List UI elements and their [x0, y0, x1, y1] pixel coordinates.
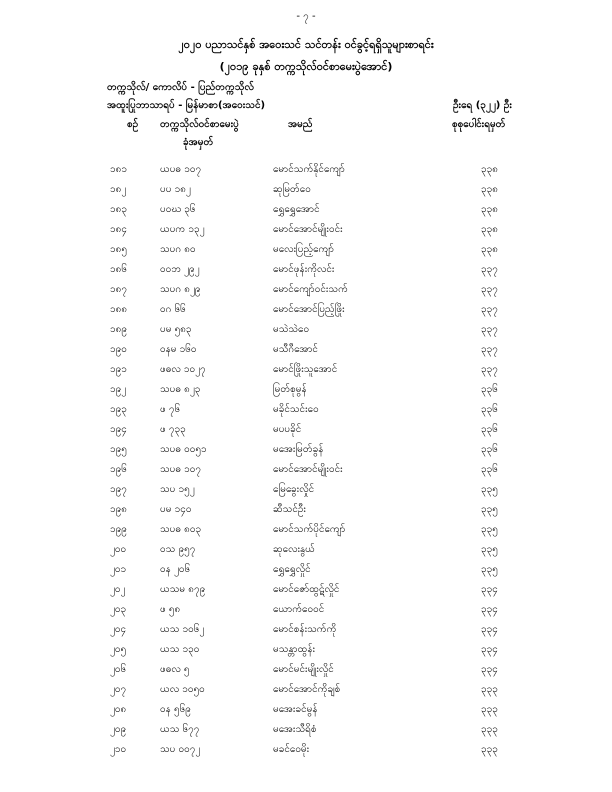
table-row [0, 623, 612, 643]
student-name: မောင်ဇော်ထွဋ်လှိုင် [273, 584, 340, 595]
table-row [0, 223, 612, 243]
row-number: ၁၈၈ [110, 304, 128, 315]
row-number: ၁၉၇ [110, 484, 127, 495]
column-header-roll-line2: ခုံအမှတ် [183, 137, 214, 148]
table-row [0, 403, 612, 423]
total-score: ၃၃၅ [481, 504, 498, 515]
roll-number: ယသ ၁၃၀ [160, 644, 200, 655]
student-name: မောင်အောင်မျိုးဝင်း [273, 224, 343, 235]
student-name: မောင်အောင်ကိုချစ် [273, 684, 341, 695]
student-name: မလေးပြည့်ကျော် [273, 244, 335, 255]
roll-number: သပ ၀၀၇၂ [160, 744, 201, 755]
roll-number: ပပ ၁၈၂ [160, 184, 191, 195]
roll-number: ယသ ၁၀၆၂ [160, 624, 205, 635]
column-header-roll: တက္ကသိုလ်ဝင်စာမေးပွဲ [160, 119, 239, 130]
row-number: ၁၉၈ [110, 504, 127, 515]
row-number: ၂၀၉ [110, 724, 127, 735]
document-title: ၂၀၂၀ ပညာသင်နှစ် အဝေးသင် သင်တန်း ဝင်ခွင့်ရရှိသူများစာရင်း [178, 38, 434, 51]
university-line: တက္ကသိုလ်/ ကောလိပ် - ပြည်တက္ကသိုလ် [107, 82, 254, 93]
total-score: ၃၃၆ [481, 464, 498, 475]
roll-number: ဝဝဘ ၂၉၂ [160, 264, 200, 275]
table-row [0, 603, 612, 623]
row-number: ၁၈၉ [110, 324, 127, 335]
roll-number: ဝဂ ၆၆ [160, 304, 186, 315]
student-name: မသန္တာထွန်း [273, 644, 316, 655]
roll-number: ဖဓလ ၅ [160, 664, 190, 675]
row-number: ၂၀၄ [110, 624, 127, 635]
table-row [0, 723, 612, 743]
roll-number: ဖ ၅၈ [160, 604, 181, 615]
student-name: မပပခိုင် [273, 424, 302, 435]
student-name: မြတ်စုမွန် [273, 384, 307, 395]
total-score: ၃၃၇ [481, 264, 498, 275]
table-row [0, 463, 612, 483]
row-number: ၂၀၅ [110, 644, 127, 655]
student-name: မောင်ဖုန်းကိုလင်း [273, 264, 335, 275]
roll-number: ဝန ၅၆၉ [160, 704, 191, 715]
roll-number: ယလ ၁၀၅၀ [160, 684, 205, 695]
total-score: ၃၃၈ [481, 224, 498, 235]
total-score: ၃၃၄ [481, 644, 498, 655]
table-row [0, 663, 612, 683]
row-number: ၁၈၁ [110, 164, 127, 175]
table-row [0, 703, 612, 723]
student-name: မောင်သက်နိုင်ကျော် [273, 164, 345, 175]
document-subtitle: (၂၀၁၉ ခုနှစ် တက္ကသိုလ်ဝင်စာမေးပွဲအောင်) [219, 60, 393, 73]
row-number: ၂၀၃ [110, 604, 127, 615]
row-number: ၁၉၁ [110, 364, 127, 375]
total-score: ၃၃၇ [481, 304, 498, 315]
table-row [0, 743, 612, 763]
roll-number: သပဓ ၁၀၇ [160, 464, 202, 475]
total-score: ၃၃၆ [481, 384, 498, 395]
total-score: ၃၃၃ [481, 704, 498, 715]
table-row [0, 323, 612, 343]
total-score: ၃၃၃ [481, 684, 498, 695]
student-name: မြေခွေးလှိုင် [273, 484, 315, 495]
roll-number: ဖ ၇၃၃ [160, 424, 186, 435]
row-number: ၁၈၆ [110, 264, 127, 275]
student-name: မသဲသဲဝေ [273, 324, 310, 335]
total-score: ၃၃၈ [481, 244, 498, 255]
total-score: ၃၃၈ [481, 184, 498, 195]
roll-number: ယသမ ၈၇၉ [160, 584, 206, 595]
total-score: ၃၃၄ [481, 664, 498, 675]
table-row [0, 263, 612, 283]
table-row [0, 203, 612, 223]
table-row [0, 443, 612, 463]
table-row [0, 183, 612, 203]
total-score: ၃၃၇ [481, 364, 498, 375]
row-number: ၁၉၉ [110, 524, 127, 535]
total-score: ၃၃၈ [481, 204, 498, 215]
roll-number: သပဓ ၈၂၃ [160, 384, 201, 395]
table-row [0, 583, 612, 603]
table-row [0, 363, 612, 383]
roll-number: ယပဓ ၁၀၇ [160, 164, 202, 175]
table-row [0, 423, 612, 443]
total-score: ၃၃၅ [481, 544, 498, 555]
roll-number: ဖဓလ ၁၀၂၇ [160, 364, 206, 375]
student-name: မသီဂီအောင် [273, 344, 318, 355]
total-score: ၃၃၅ [481, 484, 498, 495]
total-score: ၃၃၇ [481, 284, 498, 295]
row-number: ၁၉၂ [110, 384, 127, 395]
student-name: မောင်စန်းသက်ကို [273, 624, 337, 635]
row-number: ၁၉၃ [110, 404, 127, 415]
roll-number: သပဓ ၈၀၃ [160, 524, 202, 535]
table-row [0, 163, 612, 183]
roll-number: သပဂ ၈၂၉ [160, 284, 201, 295]
roll-number: ယသ ၆၇၇ [160, 724, 200, 735]
student-name: မောင်သက်ပိုင်ကျော် [273, 524, 346, 535]
table-row [0, 563, 612, 583]
total-score: ၃၃၇ [481, 344, 498, 355]
table-row [0, 303, 612, 323]
total-score: ၃၃၄ [481, 604, 498, 615]
row-number: ၂၁၀ [110, 744, 127, 755]
page-number: - ၇ - [296, 11, 316, 22]
roll-number: ဝန ၂၀၆ [160, 564, 191, 575]
roll-number: သပဂ ၈၀ [160, 244, 196, 255]
student-name: ဆုလေးနွယ် [273, 544, 315, 555]
row-number: ၁၉၆ [110, 464, 127, 475]
row-number: ၂၀၇ [110, 684, 127, 695]
roll-number: ပမ ၅၈၃ [160, 324, 192, 335]
roll-number: သပဓ ၀၀၅၁ [160, 444, 207, 455]
table-row [0, 483, 612, 503]
roll-number: သပ ၁၅၂ [160, 484, 195, 495]
table-row [0, 503, 612, 523]
total-score: ၃၃၃ [481, 724, 498, 735]
table-row [0, 543, 612, 563]
student-name: ယောက်ဝေဝင် [273, 604, 325, 615]
row-number: ၁၈၇ [110, 284, 127, 295]
total-score: ၃၃၅ [481, 564, 498, 575]
column-header-score: စုစုပေါင်းရမှတ် [452, 119, 506, 130]
total-score: ၃၃၈ [481, 164, 498, 175]
student-name: မောင်အောင်ပြည့်ဖြိုး [273, 304, 345, 315]
total-score: ၃၃၆ [481, 404, 498, 415]
student-name: ရွှေရွှေအောင် [273, 204, 320, 215]
roll-number: ဝသ ၉၅၇ [160, 544, 196, 555]
total-score: ၃၃၄ [481, 584, 498, 595]
student-name: မောင်အောင်မျိုးဝင်း [273, 464, 343, 475]
row-number: ၁၈၄ [110, 224, 127, 235]
total-score: ၃၃၄ [481, 624, 498, 635]
roll-number: ဝနမ ၁၆၀ [160, 344, 197, 355]
table-row [0, 383, 612, 403]
total-score: ၃၃၅ [481, 524, 498, 535]
row-number: ၁၉၅ [110, 444, 127, 455]
student-name: ဆုမြတ်ဝေ [273, 184, 311, 195]
table-row [0, 683, 612, 703]
total-score: ၃၃၃ [481, 744, 498, 755]
table-row [0, 243, 612, 263]
roll-number: ပဝဃ ၃၆ [160, 204, 196, 215]
row-number: ၂၀၀ [110, 544, 127, 555]
table-row [0, 523, 612, 543]
row-number: ၁၉၀ [110, 344, 127, 355]
row-number: ၁၈၂ [110, 184, 127, 195]
total-score: ၃၃၇ [481, 324, 498, 335]
student-name: မအေးခင်မွန် [273, 704, 318, 715]
roll-number: ပမ ၁၄၀ [160, 504, 192, 515]
column-header-name: အမည် [288, 119, 313, 130]
student-name: မခင်ဝေမိုး [273, 744, 310, 755]
student-name: မောင်ဖြိုးသူအောင် [273, 364, 338, 375]
row-number: ၂၀၁ [110, 564, 127, 575]
table-row [0, 643, 612, 663]
total-score: ၃၃၆ [481, 444, 498, 455]
row-number: ၂၀၈ [110, 704, 127, 715]
column-header-number: စဉ် [127, 119, 139, 130]
student-name: မခိုင်သင်းဝေ [273, 404, 319, 415]
student-name: မောင်မင်းမျိုးလှိုင် [273, 664, 334, 675]
roll-number: ဖ ၇၆ [160, 404, 181, 415]
row-number: ၁၉၄ [110, 424, 127, 435]
major-line: အထူးပြုဘာသာရပ် - မြန်မာစာ(အဝေးသင်) [107, 100, 266, 111]
student-name: ဆီသင်ဦး [273, 504, 306, 515]
student-count: ဦးရေ (၃၂၂) ဦး [453, 100, 512, 111]
row-number: ၂၀၆ [110, 664, 127, 675]
row-number: ၂၀၂ [110, 584, 126, 595]
student-name: မအေးသီရိစံ [273, 724, 317, 735]
student-name: မအေးမြတ်ခွန် [273, 444, 324, 455]
table-row [0, 283, 612, 303]
row-number: ၁၈၅ [110, 244, 127, 255]
student-name: ရွှေရွှေလှိုင် [273, 564, 311, 575]
roll-number: ယပက ၁၃၂ [160, 224, 205, 235]
total-score: ၃၃၆ [481, 424, 498, 435]
row-number: ၁၈၃ [110, 204, 127, 215]
student-name: မောင်ကျော်ဝင်းသက် [273, 284, 348, 295]
table-row [0, 343, 612, 363]
